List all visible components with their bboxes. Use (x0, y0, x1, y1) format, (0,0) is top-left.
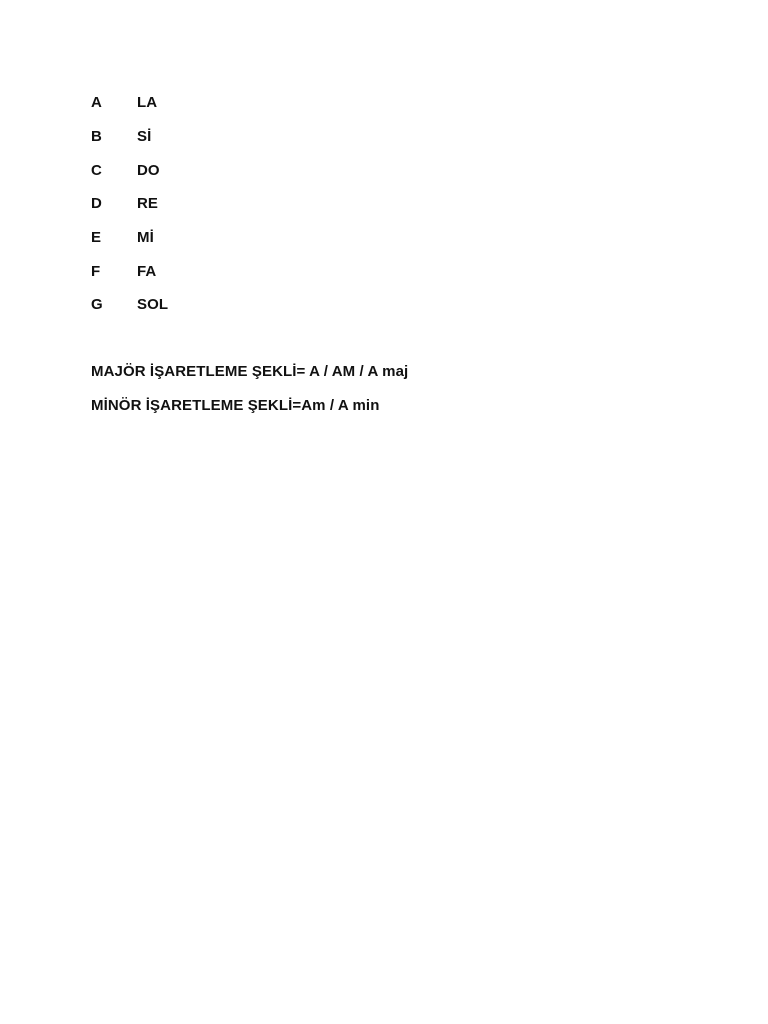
note-table (91, 86, 168, 322)
note-letter: B (91, 128, 102, 146)
note-row (91, 221, 168, 255)
note-row (91, 86, 168, 120)
note-letter: A (91, 94, 102, 112)
note-row (91, 288, 168, 322)
note-row (91, 153, 168, 187)
note-letter: G (91, 296, 103, 314)
note-row (91, 187, 168, 221)
note-letter: C (91, 161, 102, 179)
note-solfege: Mİ (137, 229, 154, 247)
note-solfege: DO (137, 161, 160, 179)
note-solfege: SOL (137, 296, 169, 314)
note-solfege: FA (137, 262, 157, 280)
note-letter: F (91, 262, 101, 280)
minor-notation-line: MİNÖR İŞARETLEME ŞEKLİ=Am / A min (91, 397, 380, 415)
note-solfege: Sİ (137, 128, 152, 146)
note-letter: D (91, 195, 102, 213)
major-notation-line: MAJÖR İŞARETLEME ŞEKLİ= A / AM / A maj (91, 363, 409, 381)
note-solfege: RE (137, 195, 159, 213)
note-row (91, 254, 168, 288)
note-letter: E (91, 229, 102, 247)
chord-notation (91, 355, 408, 422)
note-solfege: LA (137, 94, 158, 112)
note-row (91, 120, 168, 154)
